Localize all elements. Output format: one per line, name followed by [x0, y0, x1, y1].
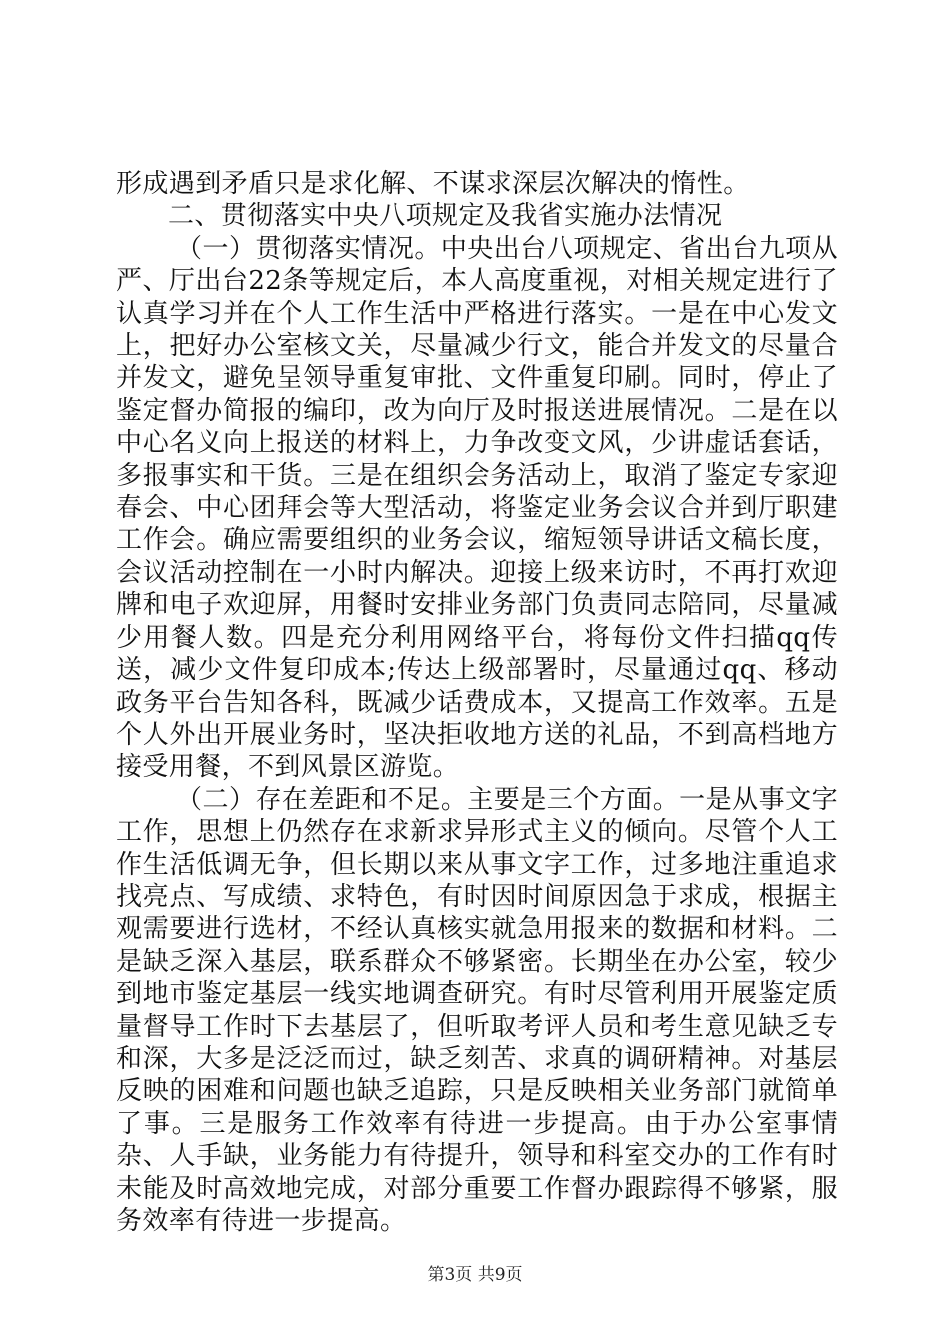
- paragraph-shortcomings: （二）存在差距和不足。主要是三个方面。一是从事文字工作，思想上仍然存在求新求异形式主义的倾向。尽管个人工作生活低调无争，但长期以来从事文字工作，过多地注重追求找亮点、写成绩、求特色，有时因时间原因急于求成，根据主观需要进行选材，不经认真核实就急用报来的数据和材料。二是缺乏深入基层，联系群众不够紧密。长期坐在办公室，较少到地市鉴定基层一线实地调查研究。有时尽管利用开展鉴定质量督导工作时下去基层了，但听取考评人员和考生意见缺乏专和深，大多是泛泛而过，缺乏刻苦、求真的调研精神。对基层反映的困难和问题也缺乏追踪，只是反映相关业务部门就简单了事。三是服务工作效率有待进一步提高。由于办公室事情杂、人手缺，业务能力有待提升，领导和科室交办的工作有时未能及时高效地完成，对部分重要工作督办跟踪得不够紧，服务效率有待进一步提高。: [116, 784, 838, 1236]
- page-number-footer: 第3页 共9页: [427, 1265, 523, 1285]
- paragraph-implementation: （一）贯彻落实情况。中央出台八项规定、省出台九项从严、厅出台22条等规定后，本人高度重视，对相关规定进行了认真学习并在个人工作生活中严格进行落实。一是在中心发文上，把好办公室核文关，尽量减少行文，能合并发文的尽量合并发文，避免呈领导重复审批、文件重复印刷。同时，停止了鉴定督办简报的编印，改为向厅及时报送进展情况。二是在以中心名义向上报送的材料上，力争改变文风，少讲虚话套话，多报事实和干货。三是在组织会务活动上，取消了鉴定专家迎春会、中心团拜会等大型活动，将鉴定业务会议合并到厅职建工作会。确应需要组织的业务会议，缩短领导讲话文稿长度，会议活动控制在一小时内解决。迎接上级来访时，不再打欢迎牌和电子欢迎屏，用餐时安排业务部门负责同志陪同，尽量减少用餐人数。四是充分利用网络平台，将每份文件扫描qq传送，减少文件复印成本;传达上级部署时，尽量通过qq、移动政务平台告知各科，既减少话费成本，又提高工作效率。五是个人外出开展业务时，坚决拒收地方送的礼品，不到高档地方接受用餐，不到风景区游览。: [116, 233, 838, 783]
- document-body: [116, 168, 838, 1237]
- section-heading: 二、贯彻落实中央八项规定及我省实施办法情况: [168, 201, 723, 232]
- paragraph-continuation: 形成遇到矛盾只是求化解、不谋求深层次解决的惰性。: [116, 169, 750, 199]
